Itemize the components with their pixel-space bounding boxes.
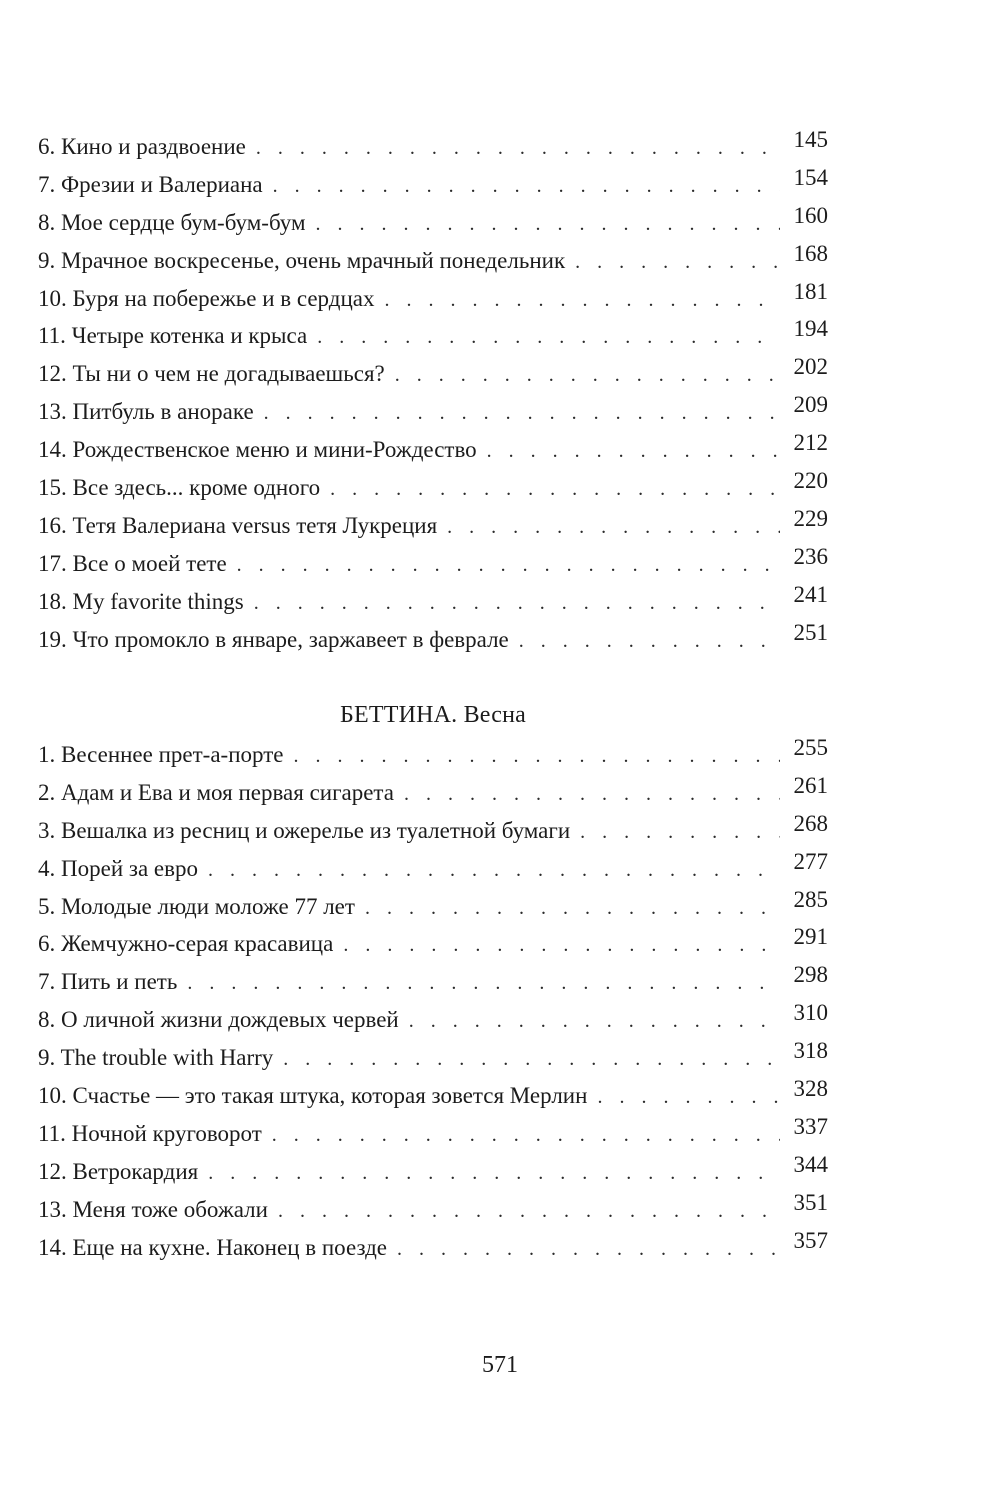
- toc-entry-title: 11. Четыре котенка и крыса: [38, 323, 308, 349]
- toc-entry-title: 2. Адам и Ева и моя первая сигарета: [38, 779, 394, 805]
- toc-section-continued: [38, 128, 828, 658]
- toc-entry: [38, 355, 828, 393]
- toc-entry-title: 16. Тетя Валериана versus тетя Лукреция: [38, 512, 438, 538]
- toc-entry-page: 145: [793, 127, 828, 152]
- toc-entry: [38, 1039, 828, 1077]
- toc-entry-page: 202: [793, 354, 828, 380]
- toc-entry: [38, 204, 828, 242]
- toc-entry: [38, 317, 828, 355]
- toc-entry: [38, 736, 828, 774]
- toc-entry-title: 12. Ветрокардия: [38, 1158, 199, 1184]
- toc-entry-page: 357: [793, 1227, 828, 1253]
- toc-entry-page: 220: [793, 468, 828, 494]
- toc-entry-title: 19. Что промокло в январе, заржавеет в феврале: [38, 626, 509, 652]
- toc-entry: [38, 280, 828, 318]
- toc-entry-title: 3. Вешалка из ресниц и ожерелье из туалетной бумаги: [38, 817, 571, 843]
- toc-entry: [38, 507, 828, 545]
- toc-entry-title: 13. Меня тоже обожали: [38, 1196, 268, 1222]
- toc-entry-title: 10. Счастье — это такая штука, которая зовется Мерлин: [38, 1083, 588, 1109]
- toc-entry-page: 181: [793, 278, 828, 304]
- toc-entry-page: 328: [793, 1076, 828, 1102]
- dot-leader: [365, 890, 780, 928]
- dot-leader: [343, 927, 780, 965]
- toc-entry-title: 6. Кино и раздвоение: [38, 134, 246, 159]
- dot-leader: [187, 965, 780, 1003]
- toc-entry-page: 310: [793, 1000, 828, 1026]
- dot-leader: [208, 852, 780, 890]
- toc-entry: [38, 469, 828, 507]
- page-number: 571: [482, 1352, 518, 1378]
- toc-entry-page: 168: [793, 240, 828, 266]
- toc-entry-title: 18. My favorite things: [38, 588, 244, 614]
- dot-leader: [519, 623, 780, 661]
- toc-entry-title: 15. Все здесь... кроме одного: [38, 475, 321, 501]
- dot-leader: [330, 471, 780, 509]
- toc-entry: [38, 128, 828, 166]
- toc-entry-page: 160: [793, 202, 828, 228]
- toc-entry: [38, 1077, 828, 1115]
- toc-entry-page: 318: [793, 1038, 828, 1064]
- toc-entry: [38, 1115, 828, 1153]
- toc-entry-page: 261: [793, 772, 828, 798]
- dot-leader: [208, 1155, 780, 1193]
- toc-entry-title: 4. Порей за евро: [38, 855, 198, 881]
- toc-entry-title: 8. О личной жизни дождевых червей: [38, 1007, 399, 1033]
- toc-entry: [38, 1001, 828, 1039]
- dot-leader: [273, 168, 780, 206]
- toc-entry-title: 9. Мрачное воскресенье, очень мрачный понедельник: [38, 247, 566, 273]
- toc-entry: [38, 242, 828, 280]
- toc-entry-page: 212: [793, 430, 828, 456]
- dot-leader: [487, 433, 780, 471]
- dot-leader: [575, 244, 780, 282]
- toc-entry: [38, 963, 828, 1001]
- toc-entry: [38, 1229, 828, 1267]
- toc-entry-page: 291: [793, 924, 828, 950]
- toc-entry-title: 14. Еще на кухне. Наконец в поезде: [38, 1234, 388, 1260]
- toc-entry-page: 209: [793, 392, 828, 418]
- toc-entry: [38, 431, 828, 469]
- dot-leader: [447, 509, 780, 547]
- dot-leader: [237, 547, 780, 585]
- toc-entry: [38, 545, 828, 583]
- toc-entry: [38, 166, 828, 204]
- dot-leader: [272, 1117, 780, 1155]
- toc-entry: [38, 888, 828, 926]
- toc-entry-title: 6. Жемчужно-серая красавица: [38, 931, 334, 957]
- dot-leader: [404, 776, 780, 814]
- toc-entry: [38, 850, 828, 888]
- toc-entry: [38, 1153, 828, 1191]
- toc-entry: [38, 774, 828, 812]
- dot-leader: [597, 1079, 780, 1117]
- dot-leader: [580, 814, 780, 852]
- dot-leader: [397, 1231, 780, 1269]
- toc-entry-title: 7. Фрезии и Валериана: [38, 171, 263, 197]
- toc-entry-page: 251: [793, 619, 828, 645]
- toc-entry: [38, 583, 828, 621]
- dot-leader: [409, 1003, 780, 1041]
- dot-leader: [264, 395, 780, 433]
- toc-entry: [38, 1191, 828, 1229]
- toc-entry-page: 255: [793, 735, 828, 760]
- toc-entry-title: 7. Пить и петь: [38, 969, 178, 995]
- toc-entry-page: 285: [793, 886, 828, 912]
- toc-entry-page: 194: [793, 316, 828, 342]
- toc-entry: [38, 925, 828, 963]
- toc-section-bettina-spring: [38, 698, 828, 1266]
- toc-entry-page: 268: [793, 810, 828, 836]
- toc-entry-page: 154: [793, 164, 828, 190]
- toc-entry-title: 12. Ты ни о чем не догадываешься?: [38, 361, 385, 387]
- dot-leader: [278, 1193, 780, 1231]
- toc-entry-title: 11. Ночной круговорот: [38, 1120, 262, 1146]
- dot-leader: [293, 738, 780, 776]
- dot-leader: [317, 319, 780, 357]
- toc-entry-page: 236: [793, 543, 828, 569]
- toc-entry-title: 8. Мое сердце бум-бум-бум: [38, 209, 306, 235]
- toc-entry-title: 9. The trouble with Harry: [38, 1045, 274, 1071]
- toc-entry-page: 229: [793, 505, 828, 531]
- toc-entry-page: 298: [793, 962, 828, 988]
- toc-entry-title: 10. Буря на побережье и в сердцах: [38, 285, 375, 311]
- dot-leader: [395, 357, 780, 395]
- dot-leader: [316, 206, 780, 244]
- dot-leader: [384, 282, 780, 320]
- toc-entry-title: 17. Все о моей тете: [38, 550, 227, 576]
- toc-entry-page: 337: [793, 1113, 828, 1139]
- toc-entry-title: 13. Питбуль в анораке: [38, 399, 254, 425]
- section-title: БЕТТИНА. Весна: [340, 702, 526, 728]
- toc-entry-page: 277: [793, 848, 828, 874]
- toc-entry-title: 14. Рождественское меню и мини-Рождество: [38, 437, 477, 463]
- toc-entry: [38, 621, 828, 659]
- toc-entry: [38, 393, 828, 431]
- toc-entry-title: 1. Весеннее прет-а-порте: [38, 742, 284, 767]
- toc-entry-page: 241: [793, 581, 828, 607]
- toc-entry: [38, 812, 828, 850]
- toc-entry-page: 351: [793, 1189, 828, 1215]
- dot-leader: [283, 1041, 780, 1079]
- toc-entry-page: 344: [793, 1151, 828, 1177]
- toc-entry-title: 5. Молодые люди моложе 77 лет: [38, 893, 355, 919]
- dot-leader: [254, 585, 780, 623]
- dot-leader: [256, 130, 780, 168]
